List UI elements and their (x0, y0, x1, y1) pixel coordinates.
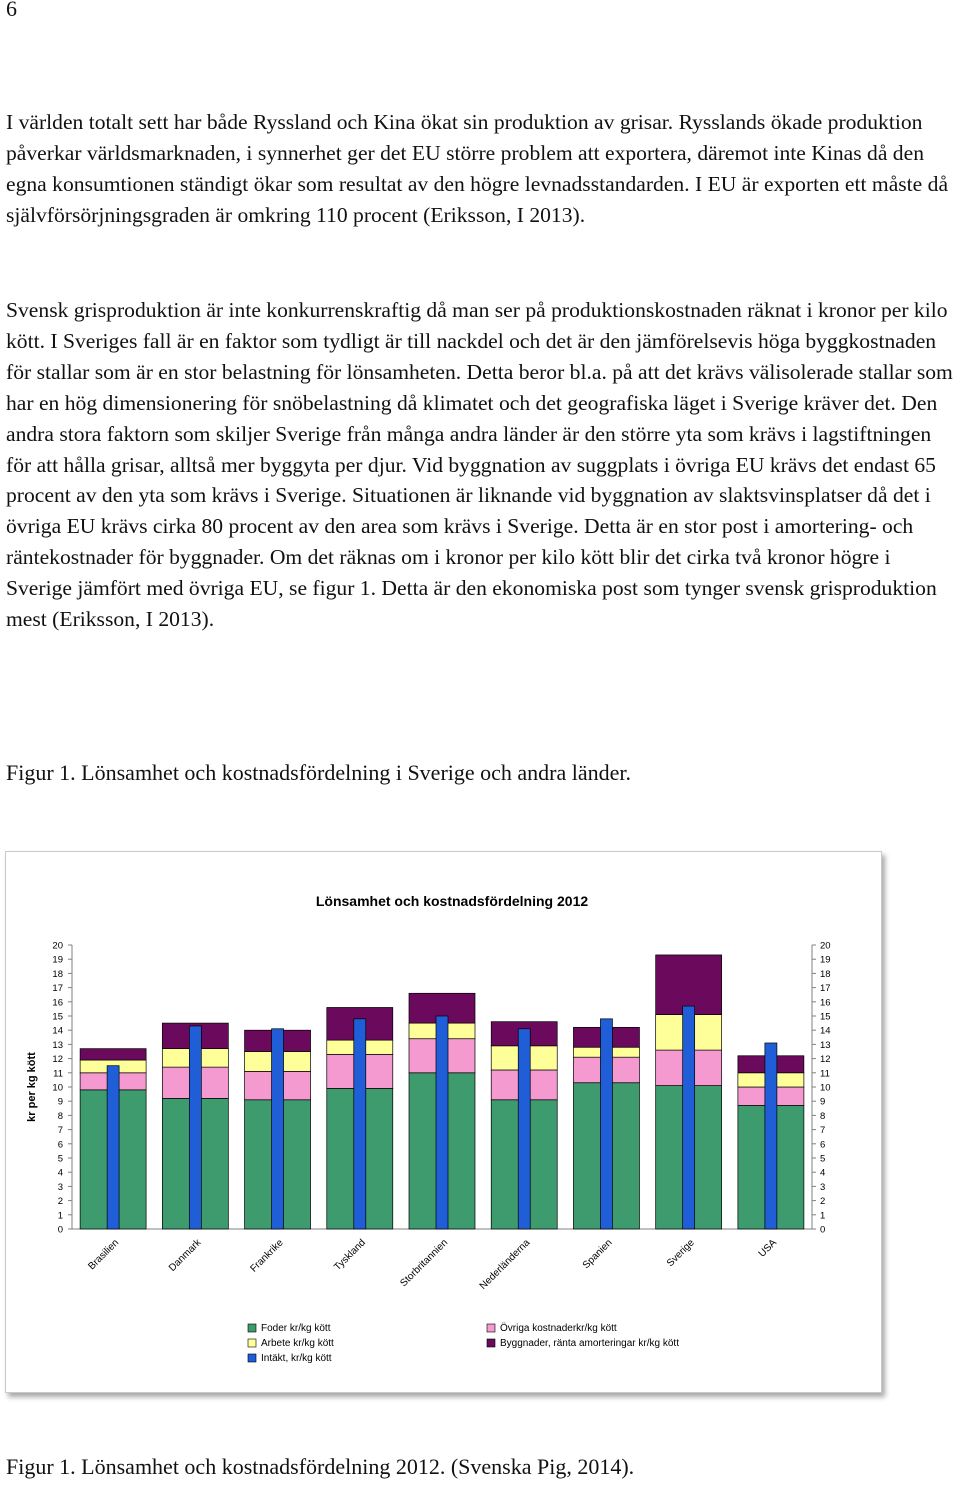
y-tick-label-left: 13 (52, 1039, 63, 1051)
y-tick-label-left: 11 (53, 1068, 63, 1080)
y-tick-label-left: 7 (57, 1125, 63, 1137)
legend-swatch (248, 1339, 256, 1347)
legend-swatch (487, 1324, 495, 1332)
x-tick-labels (86, 1237, 779, 1292)
y-tick-label-right: 19 (820, 954, 831, 966)
y-tick-label-left: 20 (52, 940, 63, 952)
y-tick-label-left: 14 (52, 1025, 63, 1037)
y-tick-label-left: 4 (57, 1167, 63, 1179)
y-tick-label-left: 5 (57, 1153, 63, 1165)
y-tick-label-right: 10 (820, 1082, 831, 1094)
x-tick-label: Spanien (580, 1237, 615, 1272)
y-tick-label-right: 16 (820, 997, 831, 1009)
legend-label: Övriga kostnaderkr/kg kött (500, 1323, 617, 1334)
y-tick-label-right: 5 (820, 1153, 826, 1165)
y-tick-label-right: 2 (820, 1196, 826, 1208)
income-bar-brasilien (107, 1066, 119, 1229)
legend-label: Byggnader, ränta amorteringar kr/kg kött (500, 1338, 679, 1349)
income-bar-storbritannien (436, 1016, 448, 1229)
y-tick-label-right: 14 (820, 1025, 831, 1037)
page-number: 6 (6, 0, 17, 21)
y-tick-label-right: 17 (820, 983, 831, 995)
income-bar-tyskland (354, 1019, 366, 1229)
y-tick-label-left: 8 (57, 1110, 63, 1122)
y-tick-label-right: 3 (820, 1181, 826, 1193)
income-bar-sverige (683, 1006, 695, 1229)
y-tick-label-left: 10 (52, 1082, 63, 1094)
legend-swatch (248, 1354, 256, 1362)
y-tick-label-right: 1 (820, 1210, 826, 1222)
y-tick-label-right: 11 (820, 1068, 830, 1080)
y-tick-label-left: 9 (57, 1096, 63, 1108)
x-tick-label: Sverige (665, 1237, 697, 1270)
legend-label: Intäkt, kr/kg kött (261, 1353, 332, 1364)
y-tick-label-left: 0 (57, 1224, 63, 1236)
x-tick-label: Storbritannien (398, 1237, 451, 1290)
x-tick-label: Frankrike (248, 1237, 286, 1275)
x-tick-label: Danmark (166, 1237, 204, 1274)
paragraph-1: I världen totalt sett har både Ryssland och Kina ökat sin produktion av grisar. Rysslands ökade produktion påverkar världsmarknaden, i synnerhet ger det EU större problem att exportera, däremot inte Kinas då den egna konsumtionen ständigt ökar som resultat av den högre levnadsstandarden. I EU är exporten ett måste då självförsörjningsgraden är omkring 110 procent (Eriksson, I 2013). (6, 110, 949, 227)
y-tick-label-right: 0 (820, 1224, 826, 1236)
legend (248, 1322, 679, 1364)
y-tick-label-left: 3 (57, 1181, 63, 1193)
income-bar-danmark (189, 1026, 201, 1229)
y-tick-label-left: 18 (52, 968, 63, 980)
y-tick-label-left: 15 (52, 1011, 63, 1023)
y-tick-label-right: 12 (820, 1054, 831, 1066)
bars (80, 955, 804, 1229)
y-tick-label-right: 4 (820, 1167, 826, 1179)
income-bar-spanien (600, 1019, 612, 1229)
y-tick-label-right: 6 (820, 1139, 826, 1151)
paragraph-2: Svensk grisproduktion är inte konkurrenskraftig då man ser på produktionskostnaden räknat i kronor per kilo kött. I Sveriges fall är en faktor som tydligt är till nackdel och det är den jämförelsevis höga byggkostnaden för stallar som är en stor belastning för lönsamheten. Detta beror bl.a. på att det krävs välisolerade stallar som har en hög dimensionering för snöbelastning då klimatet och det geografiska läget i Sverige kräver det. Den andra stora faktorn som skiljer Sverige från många andra länder är den större yta som krävs i lagstiftningen för att hålla grisar, alltså mer byggyta per djur. Vid byggnation av suggplats i övriga EU krävs det endast 65 procent av den yta som krävs i Sverige. Situationen är liknande vid byggnation av slaktsvinsplatser då det i övriga EU krävs cirka 80 procent av den area som krävs i Sverige. Detta är en stor post i amortering- och räntekostnader för byggnader. Om det räknas om i kronor per kilo kött blir det cirka två kronor högre i Sverige jämfört med övriga EU, se figur 1. Detta är den ekonomiska post som tynger svensk grisproduktion mest (Eriksson, I 2013). (6, 298, 953, 632)
x-tick-label: USA (756, 1237, 780, 1260)
y-tick-label-right: 18 (820, 968, 831, 980)
legend-label: Arbete kr/kg kött (261, 1338, 334, 1349)
chart-title: Lönsamhet och kostnadsfördelning 2012 (315, 893, 589, 909)
legend-swatch (248, 1324, 256, 1332)
bar-chart (6, 852, 881, 1392)
y-tick-label-right: 9 (820, 1096, 826, 1108)
y-tick-label-left: 19 (52, 954, 63, 966)
legend-label: Foder kr/kg kött (261, 1323, 331, 1334)
y-axis-label: kr per kg kött (26, 1052, 38, 1122)
bar-segment-brasilien-3 (80, 1049, 146, 1060)
y-tick-label-left: 17 (52, 983, 63, 995)
x-tick-label: Tyskland (332, 1237, 368, 1274)
y-tick-label-left: 16 (52, 997, 63, 1009)
income-bar-frankrike (272, 1029, 284, 1229)
y-tick-label-right: 8 (820, 1110, 826, 1122)
y-tick-label-left: 6 (57, 1139, 63, 1151)
figure-caption-top: Figur 1. Lönsamhet och kostnadsfördelning i Sverige och andra länder. (6, 760, 632, 785)
y-tick-label-right: 13 (820, 1039, 831, 1051)
y-tick-label-right: 20 (820, 940, 831, 952)
chart-figure (5, 851, 882, 1393)
y-tick-label-right: 15 (820, 1011, 831, 1023)
y-tick-label-left: 1 (57, 1210, 63, 1222)
figure-caption-bottom: Figur 1. Lönsamhet och kostnadsfördelning 2012. (Svenska Pig, 2014). (6, 1454, 635, 1479)
legend-swatch (487, 1339, 495, 1347)
income-bar-usa (765, 1043, 777, 1229)
income-bar-nederländerna (518, 1029, 530, 1229)
y-tick-label-left: 2 (57, 1196, 63, 1208)
y-tick-label-left: 12 (52, 1054, 63, 1066)
y-tick-label-right: 7 (820, 1125, 826, 1137)
bar-segment-sverige-3 (656, 955, 722, 1015)
x-tick-label: Nederländerna (477, 1237, 533, 1292)
x-tick-label: Brasilien (86, 1237, 122, 1273)
